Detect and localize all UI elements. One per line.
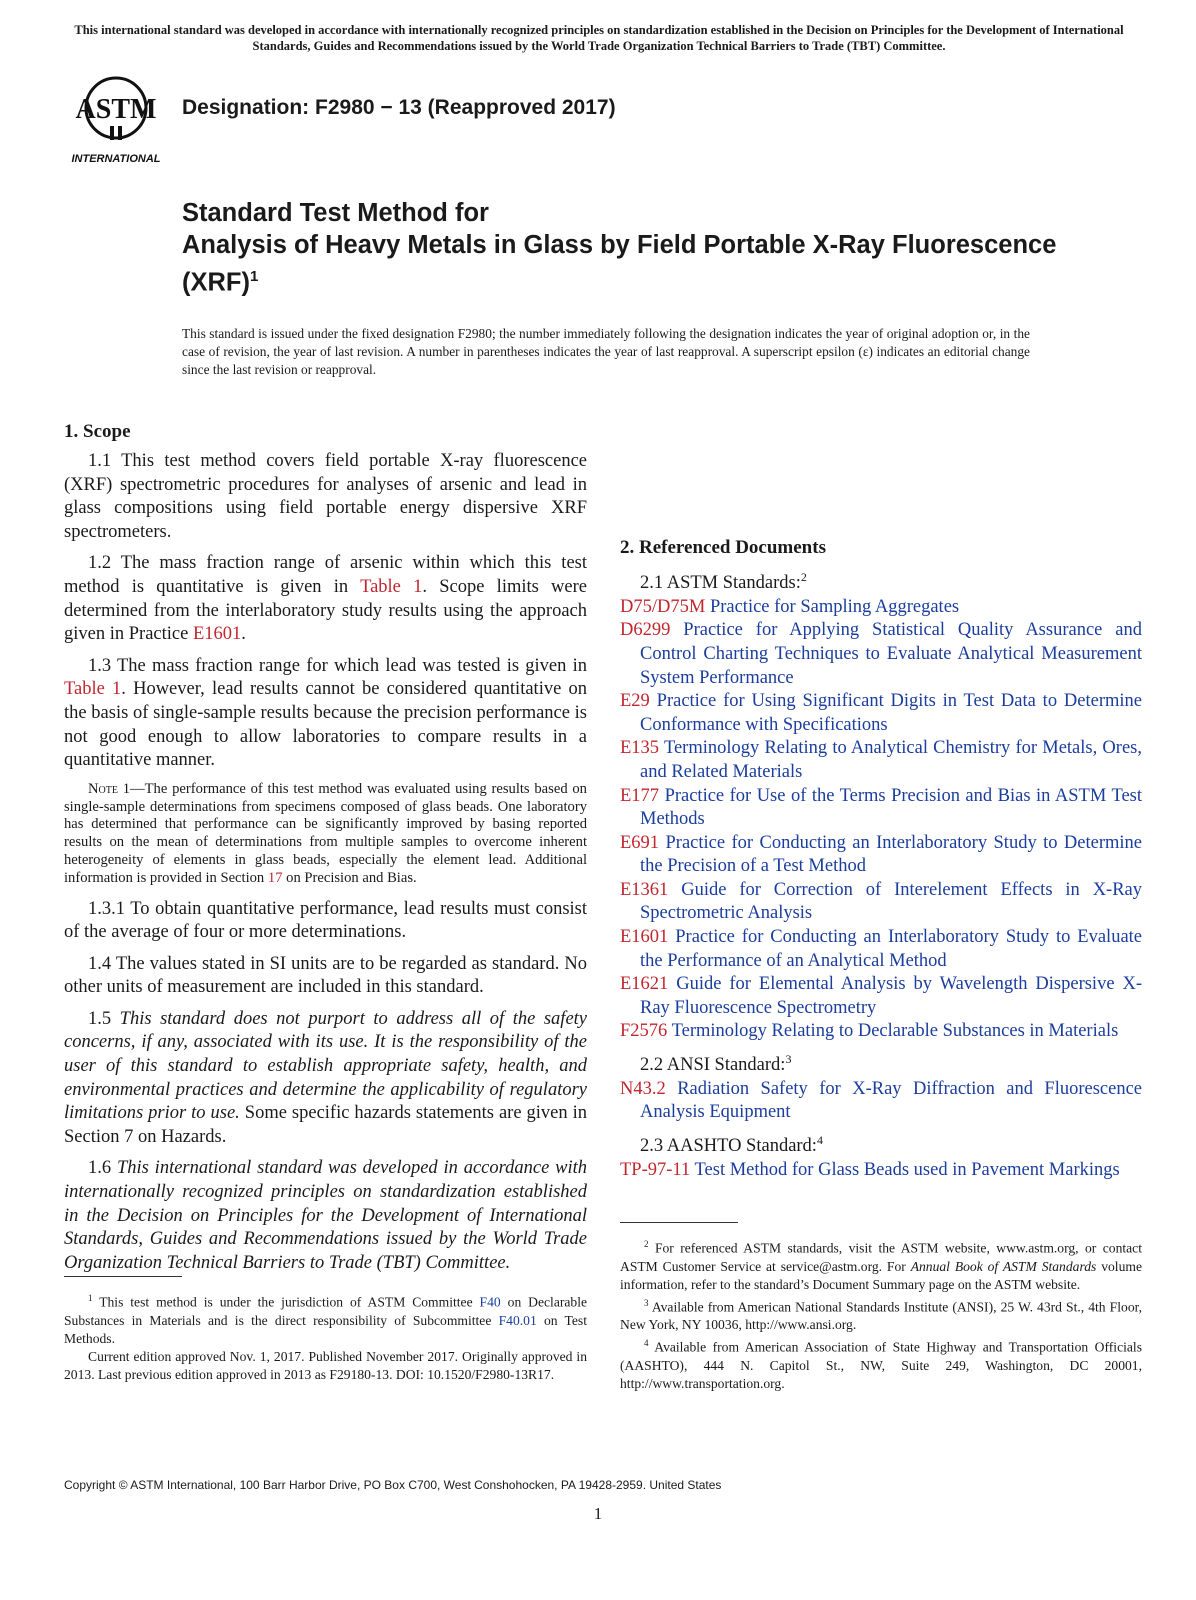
reference-title-link[interactable]: Guide for Elemental Analysis by Wavelength Dispersive X-Ray Fluorescence Spectrometry — [640, 974, 1142, 1018]
astm-logo — [66, 70, 166, 166]
reference-title-link[interactable]: Radiation Safety for X-Ray Diffraction and Fluorescence Analysis Equipment — [640, 1078, 1143, 1123]
reference-title-link[interactable]: Practice for Conducting an Interlaboratory Study to Evaluate the Performance of an Analytical Method — [640, 927, 1143, 971]
reference-title-link[interactable]: Practice for Sampling Aggregates — [709, 596, 960, 617]
reference-code-link[interactable]: E1601 — [620, 927, 669, 948]
reference-item — [620, 619, 1142, 690]
footnotes-left — [64, 1289, 587, 1384]
para-1-6: 1.6 This international standard was developed in accordance with internationally recognized principles on standardization established in the Decision on Principles for the Development of International Standards, Guides and Recommendations issued by the World Trade Organization Technical Barriers to Trade (TBT) Committee. — [64, 1158, 588, 1273]
note-1: Note 1—The performance of this test method was evaluated using results based on single-sample determinations from specimens composed of glass beads. One laboratory has determined that performance can be significantly improved by basing reported results on the mean of determinations from multiple samples to overcome inherent heterogeneity of elements in glass beads, especially the element lead. Additional information is provided in Section 17 on Precision and Bias. — [64, 780, 587, 886]
reference-item — [620, 879, 1142, 926]
referenced-documents-heading: 2. Referenced Documents — [620, 537, 826, 558]
designation: Designation: F2980 − 13 (Reapproved 2017) — [182, 96, 616, 119]
right-column — [620, 420, 1142, 1182]
e1601-link[interactable]: E1601 — [192, 624, 242, 645]
reference-item — [620, 832, 1142, 879]
section-17-link[interactable]: 17 — [267, 869, 283, 886]
title-line-2: Analysis of Heavy Metals in Glass by Field Portable X-Ray Fluorescence (XRF)$^1$ — [182, 231, 1057, 297]
aashto-standard-label: 2.3 AASHTO Standard:$^4$ — [640, 1132, 823, 1157]
reference-title-link[interactable]: Terminology Relating to Declarable Substances in Materials — [671, 1021, 1119, 1042]
reference-item — [620, 690, 1142, 737]
reference-title-link[interactable]: Practice for Conducting an Interlaboratory Study to Determine the Precision of a Test Method — [640, 832, 1143, 877]
issue-note: This standard is issued under the fixed designation F2980; the number immediately following the designation indicates the year of original adoption or, in the case of revision, the year of last revision. A number in parentheses indicates the year of last reapproval. A superscript epsilon (ε) indicates an editorial change since the last revision or reapproval. — [182, 326, 1030, 377]
copyright: Copyright © ASTM International, 100 Barr Harbor Drive, PO Box C700, West Conshohocken, PA 19428-2959. United States — [64, 1478, 722, 1492]
reference-item — [620, 926, 1142, 973]
para-1-3: 1.3 The mass fraction range for which lead was tested is given in Table 1. However, lead results cannot be considered quantitative on the basis of single-sample results because the precision performance is not good enough to allow laboratories to compare results in a quantitative manner. — [64, 655, 587, 771]
footnote-1: $^1$ This test method is under the jurisdiction of ASTM Committee F40 on Declarable Substances in Materials and is the direct responsibility of Subcommittee F40.01 on Test Methods. — [64, 1293, 588, 1346]
table-1-link[interactable]: Table 1 — [360, 576, 423, 597]
table-1-link[interactable]: Table 1 — [64, 679, 122, 700]
footnote-1-edition: Current edition approved Nov. 1, 2017. Published November 2017. Originally approved in 2013. Last previous edition approved in 2013 as F29180-13. DOI: 10.1520/F2980-13R17. — [64, 1348, 587, 1382]
svg-text:ASTM: ASTM — [75, 94, 157, 125]
reference-code-link[interactable]: D75/D75M — [620, 596, 706, 617]
left-column — [64, 420, 587, 1283]
para-1-4: 1.4 The values stated in SI units are to be regarded as standard. No other units of measurement are included in this standard. — [64, 953, 587, 998]
reference-item — [620, 1078, 1142, 1125]
reference-item — [620, 596, 1142, 620]
astm-logo-mark — [66, 70, 166, 166]
f40-link[interactable]: F40 — [479, 1294, 501, 1310]
title-line-1: Standard Test Method for — [182, 199, 489, 227]
para-1-2: 1.2 The mass fraction range of arsenic within which this test method is quantitative is given in Table 1. Scope limits were determined from the interlaboratory study results using the approach given in Practice E1601. — [64, 553, 587, 645]
reference-code-link[interactable]: F2576 — [620, 1021, 668, 1042]
svg-text:INTERNATIONAL: INTERNATIONAL — [71, 153, 161, 165]
ansi-reference-list — [620, 1078, 1142, 1125]
footnote-rule-right — [620, 1222, 738, 1223]
reference-code-link[interactable]: E1621 — [620, 974, 669, 995]
para-1-1: 1.1 This test method covers field portable X-ray fluorescence (XRF) spectrometric procedures for analyses of arsenic and lead in glass compositions using field portable energy dispersive XRF spectrometers. — [64, 451, 587, 542]
top-notice: This international standard was developed in accordance with internationally recognized principles on standardization established in the Decision on Principles for the Development of International Standards, Guides and Recommendations issued by the World Trade Organization Technical Barriers to Trade (TBT) Committee. — [74, 23, 1124, 53]
reference-item — [620, 737, 1142, 784]
page-number: 1 — [593, 1504, 603, 1523]
footnote-rule-left — [64, 1276, 182, 1277]
reference-title-link[interactable]: Guide for Correction of Interelement Effects in X-Ray Spectrometric Analysis — [640, 879, 1143, 924]
reference-item — [620, 1159, 1142, 1183]
reference-title-link[interactable]: Practice for Use of the Terms Precision and Bias in ASTM Test Methods — [640, 785, 1142, 830]
astm-reference-list — [620, 596, 1142, 1044]
reference-title-link[interactable]: Practice for Applying Statistical Quality Assurance and Control Charting Techniques to Evaluate Analytical Measurement System Performance — [640, 620, 1142, 688]
reference-code-link[interactable]: TP-97-11 — [620, 1159, 691, 1180]
reference-code-link[interactable]: N43.2 — [620, 1078, 666, 1099]
reference-code-link[interactable]: D6299 — [620, 620, 671, 641]
scope-heading: 1. Scope — [64, 421, 131, 442]
reference-title-link[interactable]: Practice for Using Significant Digits in Test Data to Determine Conformance with Specifications — [640, 691, 1142, 735]
document-title — [182, 197, 1082, 299]
aashto-reference-list — [620, 1159, 1142, 1183]
astm-standards-label: 2.1 ASTM Standards:$^2$ — [640, 570, 807, 594]
reference-code-link[interactable]: E1361 — [620, 879, 669, 900]
reference-code-link[interactable]: E691 — [620, 832, 660, 853]
para-1-6-overflow-space — [620, 420, 1142, 512]
footnote-2: $^2$ For referenced ASTM standards, visit the ASTM website, www.astm.org, or contact ASTM Customer Service at service@astm.org. For Annual Book of ASTM Standards volume information, refer to the standard’s Document Summary page on the ASTM website. — [620, 1239, 1142, 1292]
reference-item — [620, 1020, 1142, 1044]
reference-title-link[interactable]: Test Method for Glass Beads used in Pavement Markings — [694, 1159, 1120, 1180]
reference-code-link[interactable]: E29 — [620, 691, 650, 712]
reference-code-link[interactable]: E177 — [620, 785, 660, 806]
reference-code-link[interactable]: E135 — [620, 738, 660, 759]
reference-item — [620, 973, 1142, 1020]
para-1-5: 1.5 This standard does not purport to address all of the safety concerns, if any, associated with its use. It is the responsibility of the user of this standard to establish appropriate safety, health, and environmental practices and determine the applicability of regulatory limitations prior to use. Some specific hazards statements are given in Section 7 on Hazards. — [64, 1008, 588, 1147]
reference-title-link[interactable]: Terminology Relating to Analytical Chemistry for Metals, Ores, and Related Materials — [640, 738, 1142, 782]
para-1-3-1: 1.3.1 To obtain quantitative performance, lead results must consist of the average of four or more determinations. — [64, 898, 587, 943]
f40-01-link[interactable]: F40.01 — [498, 1312, 537, 1328]
ansi-standard-label: 2.2 ANSI Standard:$^3$ — [640, 1052, 792, 1076]
footnote-4: $^4$ Available from American Association of State Highway and Transportation Officials (AASHTO), 444 N. Capitol St., NW, Suite 249, Washington, DC 20001, http://www.transportation.org. — [620, 1338, 1142, 1391]
footnotes-right — [620, 1235, 1142, 1393]
footnote-3: $^3$ Available from American National Standards Institute (ANSI), 25 W. 43rd St., 4th Floor, New York, NY 10036, http://www.ansi.org. — [620, 1297, 1142, 1333]
title-footnote-marker: 1 — [249, 268, 259, 285]
reference-item — [620, 785, 1142, 832]
